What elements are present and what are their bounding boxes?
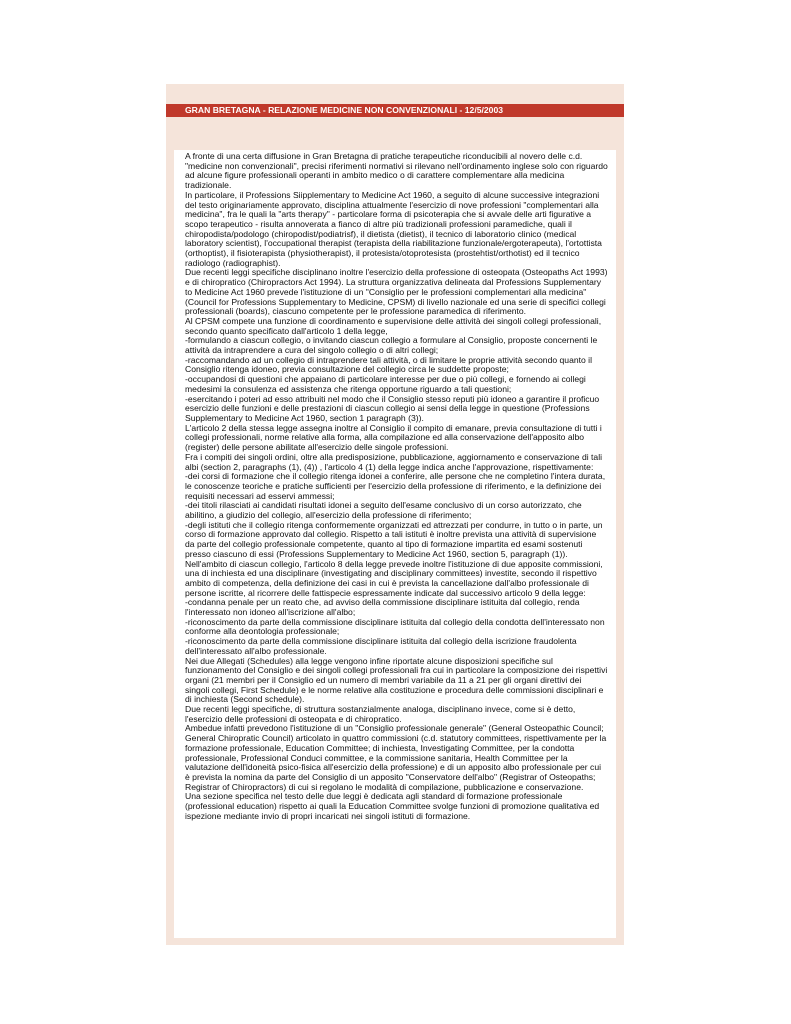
paragraph: Nei due Allegati (Schedules) alla legge vengono infine riportate alcune disposizioni specifiche sul funzionamento del Consiglio e dei singoli collegi professionali fra cui in particolare la composizione dei rispettivi organi (21 membri per il Consiglio ed un numero di membri variabile da 11 a 21 per gli organi direttivi dei singoli collegi, First Schedule) e le norme relative alla costituzione e procedura delle commissioni disciplinari e di inchiesta (Second schedule). [185,655,608,705]
paragraph: Due recenti leggi specifiche disciplinano inoltre l'esercizio della professione di osteopata (Osteopaths Act 1993) e di chiropratico (Chiropractors Act 1994). La struttura organizzativa delineata dal Professions Supplementary to Medicine Act 1960 prevede l'istituzione di un "Consiglio per le professioni complementari alla medicina" (Council for Professions Supplementary to Medicine, CPSM) di livello nazionale ed una serie di specifici collegi professionali (boards), ciascuno competente per le professione paramedica di riferimento. [185,267,608,317]
paragraph: Nell'ambito di ciascun collegio, l'articolo 8 della legge prevede inoltre l'istituzione di due apposite commissioni, una di inchiesta ed una disciplinare (investigating and disciplinary committees) investite, secondo il rispettivo ambito di competenza, della definizione dei casi in cui è prevista la cancellazione dall'albo professionale di persone iscritte, al ricorrere delle fattispecie espressamente indicate dal successivo articolo 9 della legge: [185,558,603,598]
paragraph: -esercitando i poteri ad esso attribuiti nel modo che il Consiglio stesso reputi più idoneo a garantire il proficuo esercizio delle funzioni e delle prestazioni di ciascun collegio ai sensi della legge in questione (Professions Supplementary to Medicine Act 1960, section 1 paragraph (3)). [185,393,600,423]
paragraph: -riconoscimento da parte della commissione disciplinare istituita dal collegio della condotta dell'interessato non conforme alla deontologia professionale; [185,616,605,637]
document-title: GRAN BRETAGNA - RELAZIONE MEDICINE NON CONVENZIONALI - 12/5/2003 [166,104,624,117]
page-frame [166,84,624,945]
paragraph: -condanna penale per un reato che, ad avviso della commissione disciplinare istituita dal collegio, renda l'interessato non idoneo all'iscrizione all'albo; [185,597,580,618]
paragraph: -dei titoli rilasciati ai candidati risultati idonei a seguito dell'esame conclusivo di un corso autorizzato, che abilitino, a giudizio del collegio, all'esercizio della professione di riferimento; [185,500,582,521]
paragraph: In particolare, il Professions Siipplementary to Medicine Act 1960, a seguito di alcune successive integrazioni del testo originariamente approvato, disciplina attualmente l'esercizio di nove professioni "complementari alla medicina", fra le quali la "arts therapy" - particolare forma di psicoterapia che si avvale delle arti figurative a scopo terapeutico - risulta annoverata a fianco di altre più tradizionali professioni paramediche, quali il chiropodista/podologo (chiropodist/podiatrisf), il dietista (dietist), il tecnico di laboratorio clinico (medical laboratory scientist), l'occupational therapist (terapista della riabilitazione funzionale/ergoterapeuta), l'ortottista (orthoptist), il fisioterapista (physiotherapist), il protesista/otoprotesista (prostehtist/orthotist) ed il tecnico radiologo (radiographist). [185,189,602,268]
paragraph: Ambedue infatti prevedono l'istituzione di un "Consiglio professionale generale" (General Osteopathic Council; General Chiropratic Council) articolato in quattro commissioni (c.d. statutory committees, rispettivamente per la formazione professionale, Education Committee; di inchiesta, Investigating Committee, per la condotta professionale, Professional Conduci committee, e la commissione sanitaria, Health Committee per la valutazione dell'idoneità psico-fisica all'esercizio della professione) e di un apposito albo professionale per cui è prevista la nomina da parte del Consiglio di un apposito "Conservatore dell'albo" (Registrar of Osteopaths; Registrar of Chiropractors) di cui si regolano le modalità di compilazione, pubblicazione e conservazione. [185,723,607,792]
paragraph: -riconoscimento da parte della commissione disciplinare istituita dal collegio della iscrizione fraudolenta dell'interessato all'albo professionale. [185,636,577,656]
paragraph: -occupandosi di questioni che appaiano di particolare interesse per due o più collegi, e fornendo ai collegi medesimi la consulenza ed assistenza che ritenga opportune riguardo a tali questioni; [185,374,586,394]
paragraph: Al CPSM compete una funzione di coordinamento e supervisione delle attività dei singoli collegi professionali, secondo quanto specificato dall'articolo 1 della legge, [185,315,602,336]
paragraph: A fronte di una certa diffusione in Gran Bretagna di pratiche terapeutiche riconducibili al novero delle c.d. "medicine non convenzionali", precisi riferimenti normativi si rilevano nell'ordinamento inglese solo con riguardo ad alcune figure professionali operanti in ambito medico o di carattere complementare alla medicina tradizionale. [185,151,608,191]
paragraph: Due recenti leggi specifiche, di struttura sostanzialmente analoga, disciplinano invece, come si è detto, l'esercizio delle professioni di osteopata e di chiropratico. [185,704,576,724]
paragraph: -dei corsi di formazione che il collegio ritenga idonei a conferire, alle persone che ne completino l'intera durata, le conoscenze teoriche e pratiche sufficienti per l'esercizio della professione di riferimento, e la definizione dei requisiti necessari ad esservi ammessi; [185,471,606,501]
paragraph: -raccomandando ad un collegio di intraprendere tali attività, o di limitare le proprie attività secondo quanto il Consiglio ritenga idoneo, previa consultazione del collegio circa le suddette proposte; [185,354,593,375]
paragraph: L'articolo 2 della stessa legge assegna inoltre al Consiglio il compito di emanare, previa consultazione di tutti i collegi professionali, norme relative alla forma, alla compilazione ed alla conservazione dell'apposito albo (register) delle persone abilitate all'esercizio delle singole professioni. [185,422,602,453]
paragraph: Fra i compiti dei singoli ordini, oltre alla predisposizione, pubblicazione, aggiornamento e conservazione di tali albi (section 2, paragraphs (1), (4)) , l'articolo 4 (1) della legge indica anche l'approvazione, rispettivamente: [185,451,603,472]
paragraph: Una sezione specifica nel testo delle due leggi è dedicata agli standard di formazione professionale (professional education) rispetto ai quali la Education Committee svolge funzioni di promozione qualitativa ed ispezione mediante invio di propri incaricati nei singoli istituti di formazione. [185,791,600,821]
document-body [174,150,616,938]
paragraph: -formulando a ciascun collegio, o invitando ciascun collegio a formulare al Consiglio, proposte concernenti le attività da intraprendere a cura del singolo collegio o di altri collegi; [185,335,598,356]
paragraph: -degli istituti che il collegio ritenga conformemente organizzati ed attrezzati per condurre, in tutto o in parte, un corso di formazione approvato dal collegio. Rispetto a tali istituti è inoltre prevista una attività di supervisione da parte del collegio professionale competente, quanto al tipo di formazione impartita ed esami sostenuti presso ciascuno di essi (Professions Supplementary to Medicine Act 1960, section 5, paragraph (1)). [185,519,603,559]
